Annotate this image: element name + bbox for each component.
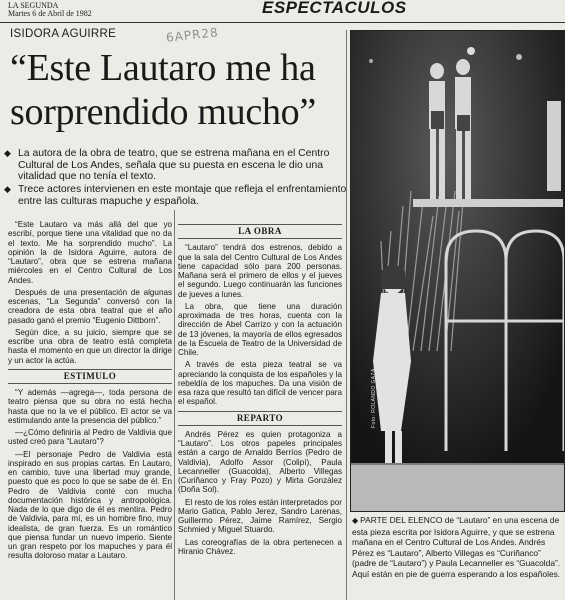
lead-paragraph	[4, 184, 349, 207]
column-rule	[346, 30, 347, 600]
body-paragraph: “Y además —agrega—, toda persona de teatro piensa que su obra no está hecha hasta que no la ve el público. El actor se va estimulando ante la presencia del público.”	[8, 388, 172, 425]
handwritten-note: 6APR28	[165, 25, 220, 45]
body-paragraph: —¿Cómo definiría al Pedro de Valdivia que usted creó para “Lautaro”?	[8, 428, 172, 447]
body-paragraph: La obra, que tiene una duración aproximada de tres horas, cuenta con la dirección de Abel Carrizo y con la actuación de 13 jóvenes, la mayoría de ellos egresados de la Escuela de Teatro de la Universidad de Chile.	[178, 301, 342, 357]
subhead-estimulo: ESTIMULO	[8, 369, 172, 384]
diamond-bullet-icon: ◆	[352, 516, 359, 525]
newspaper-name: LA SEGUNDA	[8, 1, 59, 10]
publication-date: Martes 6 de Abril de 1982	[8, 9, 92, 18]
lead-text: La autora de la obra de teatro, que se estrena mañana en el Centro Cultural de Los Andes, señala que su puesta en escena le dio una vitalidad que no tenía el texto.	[18, 148, 330, 183]
photo-credit: Foto: ROLANDO GAZA	[371, 368, 377, 428]
subhead-la-obra: LA OBRA	[178, 224, 342, 239]
diamond-bullet-icon: ◆	[4, 184, 11, 194]
section-title: ESPECTACULOS	[262, 0, 407, 17]
body-paragraph: Andrés Pérez es quien protagoniza a “Lautaro”. Los otros papeles principales están a cargo de Arnaldo Berríos (Pedro de Valdivia), Adolfo Assor (Colipí), Paula Lecanneller (Guacolda), Alberto Villegas (Curiñanco y Fray Pozo) y Mirta González (Doña Sol).	[178, 429, 342, 495]
column-rule	[174, 210, 175, 600]
diamond-bullet-icon: ◆	[4, 148, 11, 158]
lead-paragraph	[4, 148, 349, 183]
caption-text: PARTE DEL ELENCO de “Lautaro” en una escena de esta pieza escrita por Isidora Aguirre, y que se estrena mañana en el Centro Cultural de Los Andes. Andrés Pérez es “Lautaro”, Alberto Villegas es “Curiñanco” (padre de “Lautaro”) y Paula Lecanneller es “Guacolda”. Aquí están en pie de guerra esperando a los españoles.	[352, 515, 561, 579]
body-paragraph: El resto de los roles están interpretados por Mario Gatica, Pablo Jerez, Sandro Larenas, Guillermo Pérez, Jaime Ramírez, Sergio Schmied y Miguel Stuardo.	[178, 497, 342, 535]
article-column-1	[8, 220, 172, 564]
body-paragraph: —El personaje Pedro de Valdivia está inspirado en sus propias cartas. En Lautaro, en cambio, tuve una libertad muy grande, puesto que es poco lo que se sabe de él. En Pedro de Valdivia conté con mucha documentación histórica y antropológica. Nada de lo que digo de él es mentira. Pedro de Valdivia, para mí, es un hombre fino, muy idealista, de gran fuerza. Es un romántico que piensa fundar un nuevo imperio. Siente un gran respeto por los mapuches y para él resulta doloroso matar a Lautaro.	[8, 449, 172, 561]
photo-caption	[352, 515, 562, 579]
body-paragraph: Según dice, a su juicio, siempre que se escribe una obra de teatro está completa hasta el momento en que un director la dirige y un actor la actúa.	[8, 327, 172, 365]
body-paragraph: Las coreografías de la obra pertenecen a Hiranio Chávez.	[178, 537, 342, 556]
byline: ISIDORA AGUIRRE	[10, 28, 117, 40]
article-column-2	[178, 224, 342, 559]
body-paragraph: A través de esta pieza teatral se va apreciando la conquista de los españoles y la rebeldía de los mapuches. Da una visión de esa raza que resultó tan difícil de vencer para el español.	[178, 360, 342, 407]
headline: “Este Lautaro me ha sorprendido mucho”	[10, 47, 316, 133]
stage-photo-image	[351, 31, 564, 511]
body-paragraph: “Lautaro” tendrá dos estrenos, debido a que la sala del Centro Cultural de Los Andes tiene capacidad sólo para 200 personas. Mañana será el primero de ellos y el jueves el segundo. Luego continuarán las funciones de jueves a lunes.	[178, 243, 342, 299]
masthead-rule	[0, 22, 565, 23]
body-paragraph: Después de una presentación de algunas escenas, “La Segunda” conversó con la creadora de esta obra teatral que el año pasado ganó el premio “Eugenio Dittborn”.	[8, 287, 172, 325]
body-paragraph: “Este Lautaro va más allá del que yo escribí, porque tiene una vitalidad que no da el texto. Me ha sorprendido mucho”. La opinión la de Isidora Aguirre, autora de “Lautaro”, obra que se estrena mañana miércoles en el Centro Cultural de Los Andes.	[8, 220, 172, 285]
stage-photo	[350, 30, 565, 512]
subhead-reparto: REPARTO	[178, 411, 342, 426]
lead-text: Trece actores intervienen en este montaje que refleja el enfrentamiento entre las culturas mapuche y española.	[18, 184, 347, 207]
